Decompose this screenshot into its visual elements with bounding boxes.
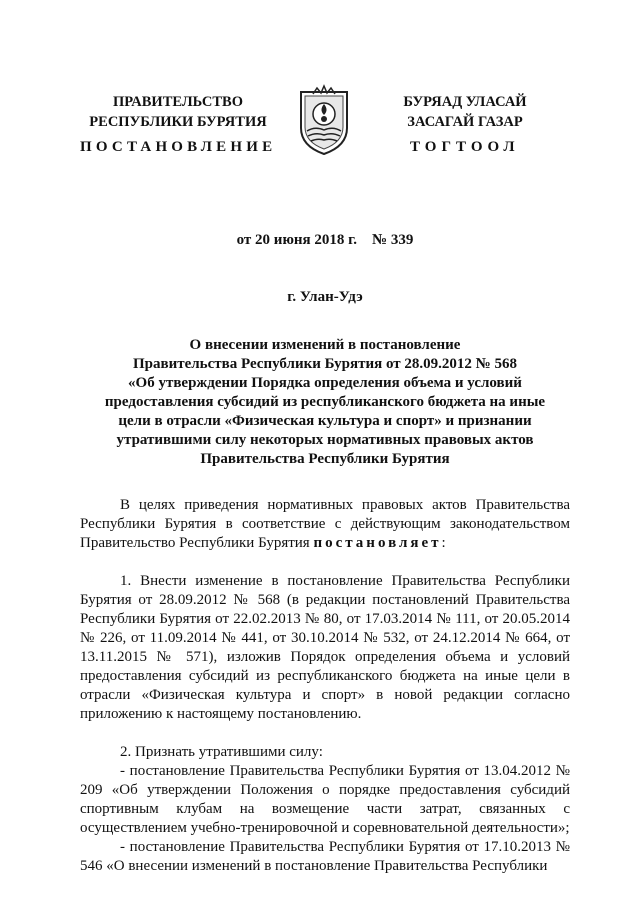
item-2-paragraph: 2. Признать утратившими силу: — [120, 744, 323, 760]
issuer-bua-line2: ЗАСАГАЙ ГАЗАР — [407, 114, 523, 130]
title-line: Правительства Республики Бурятия от 28.09.2012 № 568 — [132, 356, 517, 372]
title-line: предоставления субсидий из республиканского бюджета на иные — [104, 394, 546, 410]
item-1-paragraph: 1. Внести изменение в постановление Правительства Республики Бурятия от 28.09.2012 № 568 (в редакции постановлений Правительства Республики Бурятия от 22.02.2013 № 80, от 17.03.2014 № 111, от 20.05.2014 № 226, от 11.09.2014 № 441, от 30.10.2014 № 532, от 24.12.2014 № 664, от 13.11.2015 № 571), изложив Порядок определения объема и условий предоставления субсидий из республиканского бюджета на иные цели в отрасли «Физическая культура и спорт» в новой редакции согласно приложению к настоящему постановлению. — [80, 573, 570, 722]
preamble-paragraph — [80, 496, 570, 553]
issuer-ru-line2: РЕСПУБЛИКИ БУРЯТИЯ — [89, 114, 267, 130]
document-title — [80, 336, 570, 469]
document-city: г. Улан-Удэ — [287, 289, 363, 305]
preamble-verb: постановляет — [313, 535, 442, 551]
title-line: утратившими силу некоторых нормативных правовых актов — [116, 432, 534, 448]
doc-type-ru: ПОСТАНОВЛЕНИЕ — [80, 139, 277, 155]
issuer-ru — [78, 92, 278, 132]
issuer-bua — [380, 92, 550, 132]
document-date-number: от 20 июня 2018 г. № 339 — [236, 232, 414, 248]
document-body — [80, 496, 570, 876]
preamble-end: : — [441, 535, 446, 551]
title-line: цели в отрасли «Физическая культура и спорт» и признании — [118, 413, 532, 429]
item-2-subitem-b: - постановление Правительства Республики Бурятия от 17.10.2013 № 546 «О внесении изменений в постановление Правительства Республики — [80, 839, 570, 874]
title-line: Правительства Республики Бурятия — [200, 451, 450, 467]
title-line: «Об утверждении Порядка определения объема и условий — [128, 375, 522, 391]
item-2-subitem-a: - постановление Правительства Республики Бурятия от 13.04.2012 № 209 «Об утверждении Положения о порядке предоставления субсидий спортивным клубам на возмещение части затрат, связанных с осуществлением учебно-тренировочной и соревновательной деятельности»; — [80, 763, 570, 836]
doc-type-bua: ТОГТООЛ — [410, 139, 520, 155]
preamble-text: В целях приведения нормативных правовых актов Правительства Республики Бурятия в соответствие с действующим законодательством Правительство Республики Бурятия — [80, 497, 570, 551]
issuer-bua-line1: БУРЯАД УЛАСАЙ — [403, 94, 527, 110]
issuer-ru-line1: ПРАВИТЕЛЬСТВО — [113, 94, 243, 110]
title-line: О внесении изменений в постановление — [189, 337, 461, 353]
coat-of-arms-emblem — [295, 84, 353, 156]
